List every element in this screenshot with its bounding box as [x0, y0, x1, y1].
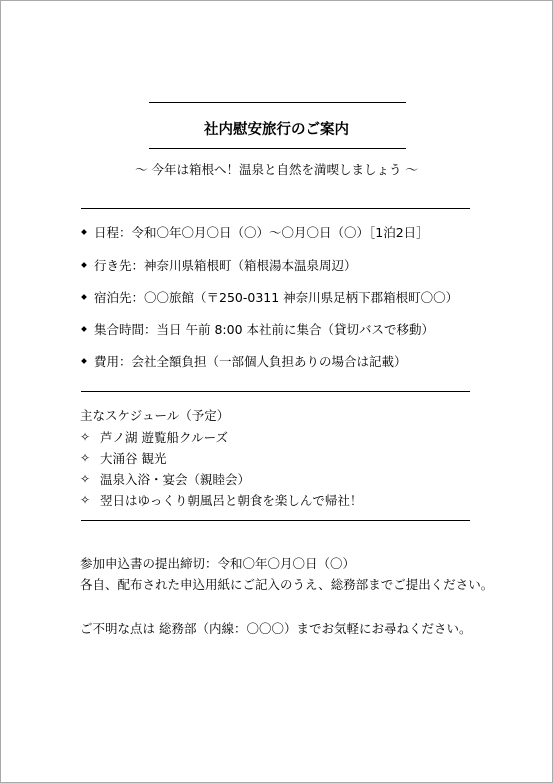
deadline-text: 参加申込書の提出締切：令和〇年〇月〇日（〇） [80, 556, 356, 571]
schedule-item [80, 491, 362, 509]
title-top-rule [149, 102, 406, 103]
four-point-star-icon: ✧ [80, 472, 91, 486]
contact-text: ご不明な点は 総務部（内線：〇〇〇）までお気軽にお尋ねください。 [80, 621, 472, 636]
diamond-bullet-icon [81, 358, 87, 364]
diamond-bullet-icon [81, 262, 87, 268]
detail-item-cost [80, 352, 407, 370]
diamond-bullet-icon [81, 294, 87, 300]
detail-text: 費用：会社全額負担（一部個人負担ありの場合は記載） [94, 354, 407, 369]
detail-item-schedule [80, 223, 429, 241]
schedule-item-text: 翌日はゆっくり朝風呂と朝食を楽しんで帰社！ [100, 493, 363, 508]
detail-text: 日程：令和〇年〇月〇日（〇）～〇月〇日（〇）［1泊2日］ [94, 225, 429, 240]
schedule-item [80, 428, 228, 446]
four-point-star-icon: ✧ [80, 430, 91, 444]
page-subtitle: ～ 今年は箱根へ！温泉と自然を満喫しましょう ～ [135, 162, 418, 177]
instruction-text: 各自、配布された申込用紙にご記入のうえ、総務部までご提出ください。 [80, 577, 494, 592]
detail-item-lodging [80, 288, 458, 306]
details-bottom-rule [81, 391, 470, 392]
diamond-bullet-icon [81, 229, 87, 235]
schedule-item [80, 449, 166, 467]
schedule-item [80, 470, 250, 488]
schedule-bottom-rule [81, 520, 470, 521]
schedule-item-text: 大涌谷 観光 [100, 451, 167, 466]
schedule-heading: 主なスケジュール（予定） [80, 408, 230, 423]
detail-text: 宿泊先：〇〇旅館（〒250-0311 神奈川県足柄下郡箱根町〇〇） [94, 290, 459, 305]
detail-text: 行き先：神奈川県箱根町（箱根湯本温泉周辺） [94, 258, 357, 273]
detail-item-destination [80, 256, 357, 274]
diamond-bullet-icon [81, 326, 87, 332]
title-bottom-rule [149, 148, 406, 149]
four-point-star-icon: ✧ [80, 451, 91, 465]
detail-item-meeting-time [80, 320, 434, 338]
four-point-star-icon: ✧ [80, 493, 91, 507]
details-top-rule [81, 208, 470, 209]
page-title: 社内慰安旅行のご案内 [204, 122, 349, 138]
detail-text: 集合時間：当日 午前 8:00 本社前に集合（貸切バスで移動） [94, 322, 434, 337]
schedule-item-text: 温泉入浴・宴会（親睦会） [100, 472, 251, 487]
schedule-item-text: 芦ノ湖 遊覧船クルーズ [100, 430, 228, 445]
